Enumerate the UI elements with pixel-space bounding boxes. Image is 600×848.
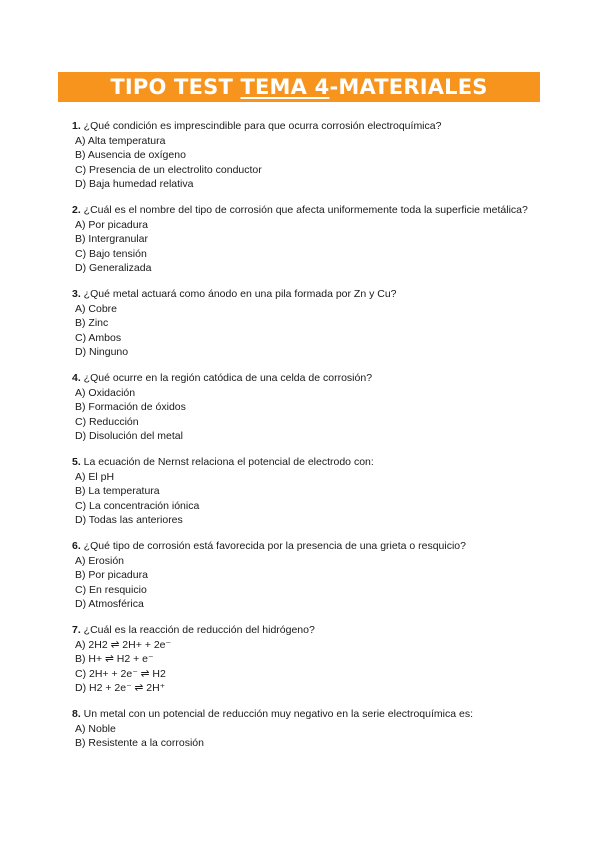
question-number: 4. [72,372,81,384]
option-a: A) Alta temperatura [75,134,166,147]
option-d: D) Todas las anteriores [75,514,183,526]
question-text [72,539,542,554]
question-text [72,707,542,722]
title-prefix: TIPO TEST [110,75,241,99]
question-2 [72,203,542,276]
question-number: 7. [72,624,81,636]
question-prompt: ¿Qué tipo de corrosión está favorecida por la presencia de una grieta o resquicio? [80,540,466,552]
option-d: D) H2 + 2e⁻ ⇌ 2H⁺ [75,682,166,694]
option-b: B) Ausencia de oxígeno [75,149,186,161]
option-a: A) El pH [75,470,115,483]
option-list [72,302,542,360]
option-b: B) Zinc [75,317,109,329]
question-number: 2. [72,204,81,216]
option-list [72,218,542,276]
title-subject: -MATERIALES [329,75,488,99]
question-number: 6. [72,540,81,552]
question-prompt: ¿Qué ocurre en la región catódica de una celda de corrosión? [80,372,373,384]
question-text [72,623,542,638]
question-8 [72,707,542,751]
option-c: C) Ambos [75,331,122,344]
question-prompt: ¿Qué condición es imprescindible para que ocurra corrosión electroquímica? [80,120,442,132]
option-c: C) La concentración iónica [75,499,200,512]
question-text [72,287,542,302]
option-b: B) Por picadura [75,569,148,581]
option-b: B) H+ ⇌ H2 + e⁻ [75,653,154,665]
question-7 [72,623,542,696]
question-1 [72,119,542,192]
question-prompt: Un metal con un potencial de reducción muy negativo en la serie electroquímica es: [80,708,473,720]
option-d: D) Ninguno [75,346,129,358]
question-number: 8. [72,708,81,720]
option-list [72,722,542,751]
option-list [72,386,542,444]
option-c: C) En resquicio [75,583,147,596]
question-text [72,119,542,134]
option-list [72,470,542,528]
option-d: D) Disolución del metal [75,430,183,442]
option-a: A) Noble [75,722,116,735]
question-4 [72,371,542,444]
option-d: D) Baja humedad relativa [75,178,194,190]
question-list [72,119,542,762]
question-number: 3. [72,288,81,300]
option-b: B) Formación de óxidos [75,401,186,413]
question-prompt: ¿Cuál es la reacción de reducción del hidrógeno? [80,624,315,636]
question-6 [72,539,542,612]
option-list [72,134,542,192]
option-list [72,554,542,612]
option-c: C) Bajo tensión [75,247,147,260]
option-c: C) Reducción [75,415,139,428]
option-b: B) Resistente a la corrosión [75,737,204,749]
question-5 [72,455,542,528]
option-c: C) 2H+ + 2e⁻ ⇌ H2 [75,667,166,680]
option-d: D) Generalizada [75,262,152,274]
question-3 [72,287,542,360]
option-a: A) Por picadura [75,218,148,231]
question-prompt: ¿Qué metal actuará como ánodo en una pila formada por Zn y Cu? [80,288,397,300]
question-number: 5. [72,456,81,468]
option-a: A) 2H2 ⇌ 2H+ + 2e⁻ [75,638,172,651]
option-a: A) Oxidación [75,386,136,399]
title-banner [58,72,540,102]
question-number: 1. [72,120,81,132]
page-title [58,72,540,102]
option-a: A) Cobre [75,302,118,315]
option-d: D) Atmosférica [75,598,144,610]
question-text [72,371,542,386]
question-prompt: ¿Cuál es el nombre del tipo de corrosión que afecta uniformemente toda la superficie metálica? [80,204,528,216]
question-text [72,203,542,218]
question-text [72,455,542,470]
option-a: A) Erosión [75,554,125,567]
option-b: B) La temperatura [75,485,160,497]
title-topic: TEMA 4 [240,75,330,99]
question-prompt: La ecuación de Nernst relaciona el potencial de electrodo con: [80,456,374,468]
option-c: C) Presencia de un electrolito conductor [75,163,262,176]
option-b: B) Intergranular [75,233,148,245]
option-list [72,638,542,696]
